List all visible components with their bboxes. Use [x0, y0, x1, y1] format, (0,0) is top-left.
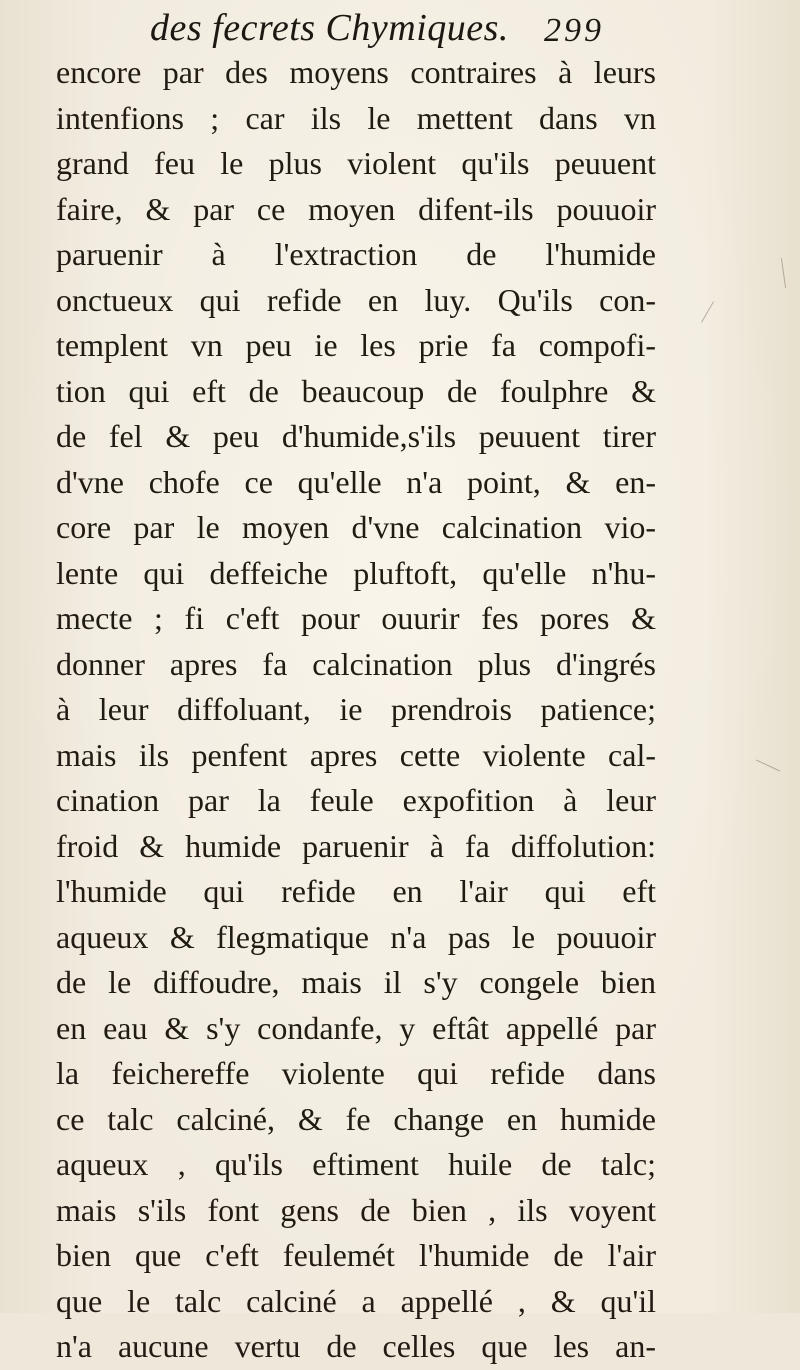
- text-line: grand feu le plus violent qu'ils peuuent: [56, 145, 656, 181]
- text-line: faire, & par ce moyen difent-ils pouuoir: [56, 190, 656, 227]
- text-line: tion qui eft de beaucoup de foulphre &: [56, 372, 656, 409]
- text-line: cination par la feule expofition à leur: [56, 782, 656, 818]
- text-line: aqueux & flegmatique n'a pas le pouuoir: [56, 918, 656, 955]
- text-line: l'humide qui refide en l'air qui eft: [56, 873, 656, 909]
- text-line: de fel & peu d'humide,s'ils peuuent tirer: [56, 418, 656, 454]
- text-line: templent vn peu ie les prie fa compofi-: [56, 327, 656, 363]
- text-line: en eau & s'y condanfe, y eftât appellé par: [56, 1009, 656, 1046]
- text-line: paruenir à l'extraction de l'humide: [56, 236, 656, 272]
- text-line: aqueux , qu'ils eftiment huile de talc;: [56, 1146, 656, 1182]
- text-line: froid & humide paruenir à fa diffolution:: [56, 827, 656, 864]
- page-number: 299: [544, 12, 604, 49]
- text-line: onctueux qui refide en luy. Qu'ils con-: [56, 281, 656, 318]
- paper-blemish: [598, 1208, 599, 1218]
- text-line: mais ils penfent apres cette violente cal-: [56, 736, 656, 773]
- paper-blemish: [781, 258, 786, 288]
- text-line: intenfions ; car ils le mettent dans vn: [56, 99, 656, 136]
- text-line: de le diffoudre, mais il s'y congele bien: [56, 964, 656, 1000]
- running-head: des fecrets Chymiques.: [150, 7, 509, 49]
- text-line: d'vne chofe ce qu'elle n'a point, & en-: [56, 463, 656, 500]
- text-line: la feichereffe violente qui refide dans: [56, 1055, 656, 1091]
- paper-blemish: [756, 760, 780, 772]
- text-line: mais s'ils font gens de bien , ils voyent: [56, 1191, 656, 1228]
- text-line: lente qui deffeiche pluftoft, qu'elle n'hu-: [56, 554, 656, 591]
- text-line: ce talc calciné, & fe change en humide: [56, 1100, 656, 1137]
- text-line: n'a aucune vertu de celles que les an-: [56, 1328, 656, 1364]
- body-text: [56, 50, 656, 1370]
- text-line: bien que c'eft feulemét l'humide de l'air: [56, 1237, 656, 1273]
- text-line: encore par des moyens contraires à leurs: [56, 54, 656, 90]
- text-line: à leur diffoluant, ie prendrois patience;: [56, 691, 656, 727]
- text-line: mecte ; fi c'eft pour ouurir fes pores &: [56, 600, 656, 636]
- text-line: core par le moyen d'vne calcination vio-: [56, 509, 656, 545]
- text-line: que le talc calciné a appellé , & qu'il: [56, 1282, 656, 1319]
- paper-blemish: [701, 301, 714, 322]
- text-line: donner apres fa calcination plus d'ingrés: [56, 645, 656, 682]
